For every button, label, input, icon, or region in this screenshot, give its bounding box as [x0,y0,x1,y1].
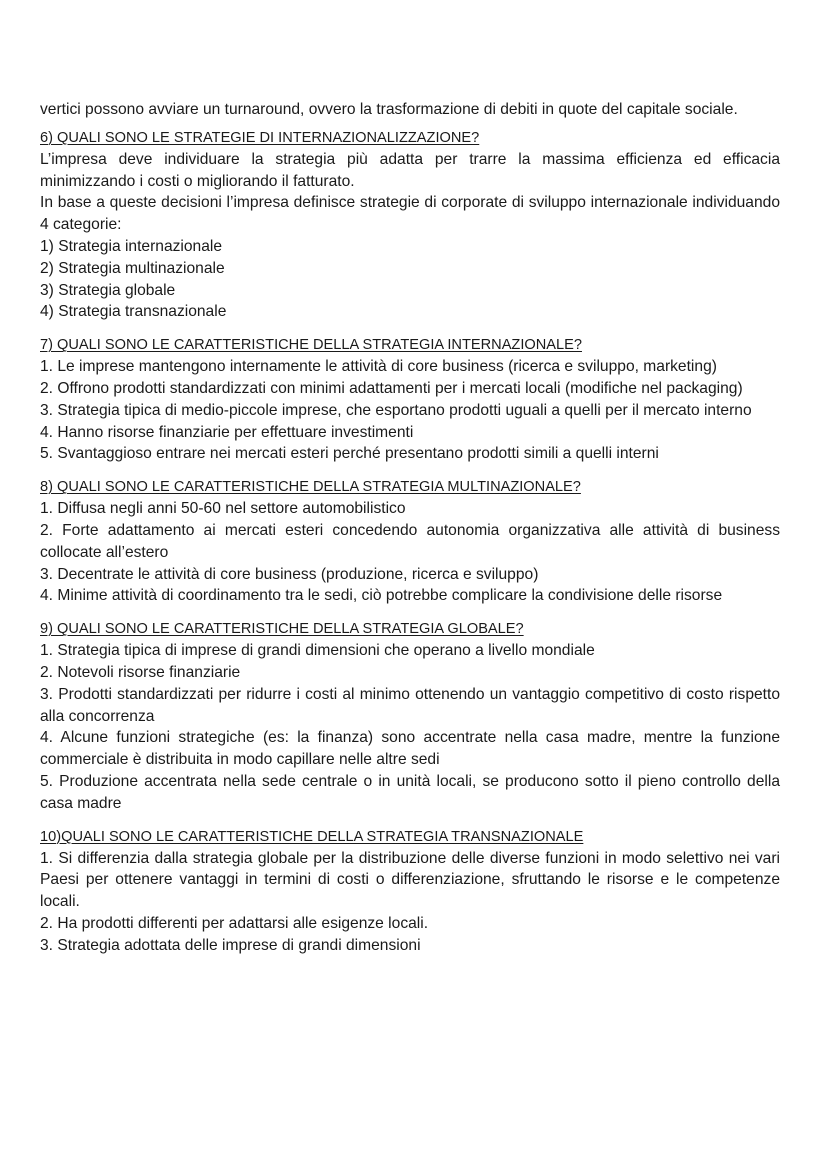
section-7 [40,335,780,465]
section-heading: 10)QUALI SONO LE CARATTERISTICHE DELLA STRATEGIA TRANSNAZIONALE [40,828,584,845]
list-item: 2. Forte adattamento ai mercati esteri concedendo autonomia organizzativa alle attività di business collocate all’estero [40,521,780,561]
list-item: 3) Strategia globale [40,281,176,299]
section-heading: 9) QUALI SONO LE CARATTERISTICHE DELLA STRATEGIA GLOBALE? [40,621,524,638]
list-item: 4. Minime attività di coordinamento tra le sedi, ciò potrebbe complicare la condivisione delle risorse [40,587,723,605]
intro-paragraph: vertici possono avviare un turnaround, ovvero la trasformazione di debiti in quote del capitale sociale. [40,101,738,118]
list-item: 1. Strategia tipica di imprese di grandi dimensioni che operano a livello mondiale [40,642,595,660]
list-item: 1. Le imprese mantengono internamente le attività di core business (ricerca e sviluppo, marketing) [40,358,717,376]
section-heading: 7) QUALI SONO LE CARATTERISTICHE DELLA STRATEGIA INTERNAZIONALE? [40,337,582,354]
list-item: 1. Si differenzia dalla strategia globale per la distribuzione delle diverse funzioni in modo selettivo nei vari Paesi per ottenere vantaggi in termini di costi o differenziazione, sfruttando le risorse e le competenze locali. [40,849,780,911]
list-item: 3. Decentrate le attività di core business (produzione, ricerca e sviluppo) [40,565,539,583]
section-heading: 6) QUALI SONO LE STRATEGIE DI INTERNAZIONALIZZAZIONE? [40,129,480,146]
section-6 [40,128,780,323]
list-item: 2. Notevoli risorse finanziarie [40,663,241,681]
list-item: 4. Alcune funzioni strategiche (es: la finanza) sono accentrate nella casa madre, mentre la funzione commerciale è distribuita in modo capillare nelle altre sedi [40,729,780,769]
section-8 [40,477,780,607]
list-item: 3. Prodotti standardizzati per ridurre i costi al minimo ottenendo un vantaggio competitivo di costo rispetto alla concorrenza [40,685,780,725]
document-page [40,99,780,957]
list-item: 2) Strategia multinazionale [40,259,225,277]
list-item: 2. Offrono prodotti standardizzati con minimi adattamenti per i mercati locali (modifiche nel packaging) [40,379,743,397]
list-item: 4) Strategia transnazionale [40,303,227,321]
list-item: 3. Strategia tipica di medio-piccole imprese, che esportano prodotti uguali a quelli per il mercato interno [40,401,752,419]
list-item: 2. Ha prodotti differenti per adattarsi alle esigenze locali. [40,914,429,932]
list-item: 4. Hanno risorse finanziarie per effettuare investimenti [40,423,414,441]
section-10 [40,827,780,957]
section-paragraph: In base a queste decisioni l’impresa definisce strategie di corporate di sviluppo internazionale individuando 4 categorie: [40,194,780,234]
section-paragraph: L’impresa deve individuare la strategia più adatta per trarre la massima efficienza ed efficacia minimizzando i costi o migliorando il fatturato. [40,150,780,190]
list-item: 5. Svantaggioso entrare nei mercati esteri perché presentano prodotti simili a quelli interni [40,445,659,463]
section-9 [40,619,780,814]
section-heading: 8) QUALI SONO LE CARATTERISTICHE DELLA STRATEGIA MULTINAZIONALE? [40,479,581,496]
list-item: 5. Produzione accentrata nella sede centrale o in unità locali, se producono sotto il pieno controllo della casa madre [40,772,780,812]
list-item: 1. Diffusa negli anni 50-60 nel settore automobilistico [40,500,406,518]
list-item: 3. Strategia adottata delle imprese di grandi dimensioni [40,936,421,954]
list-item: 1) Strategia internazionale [40,237,223,255]
